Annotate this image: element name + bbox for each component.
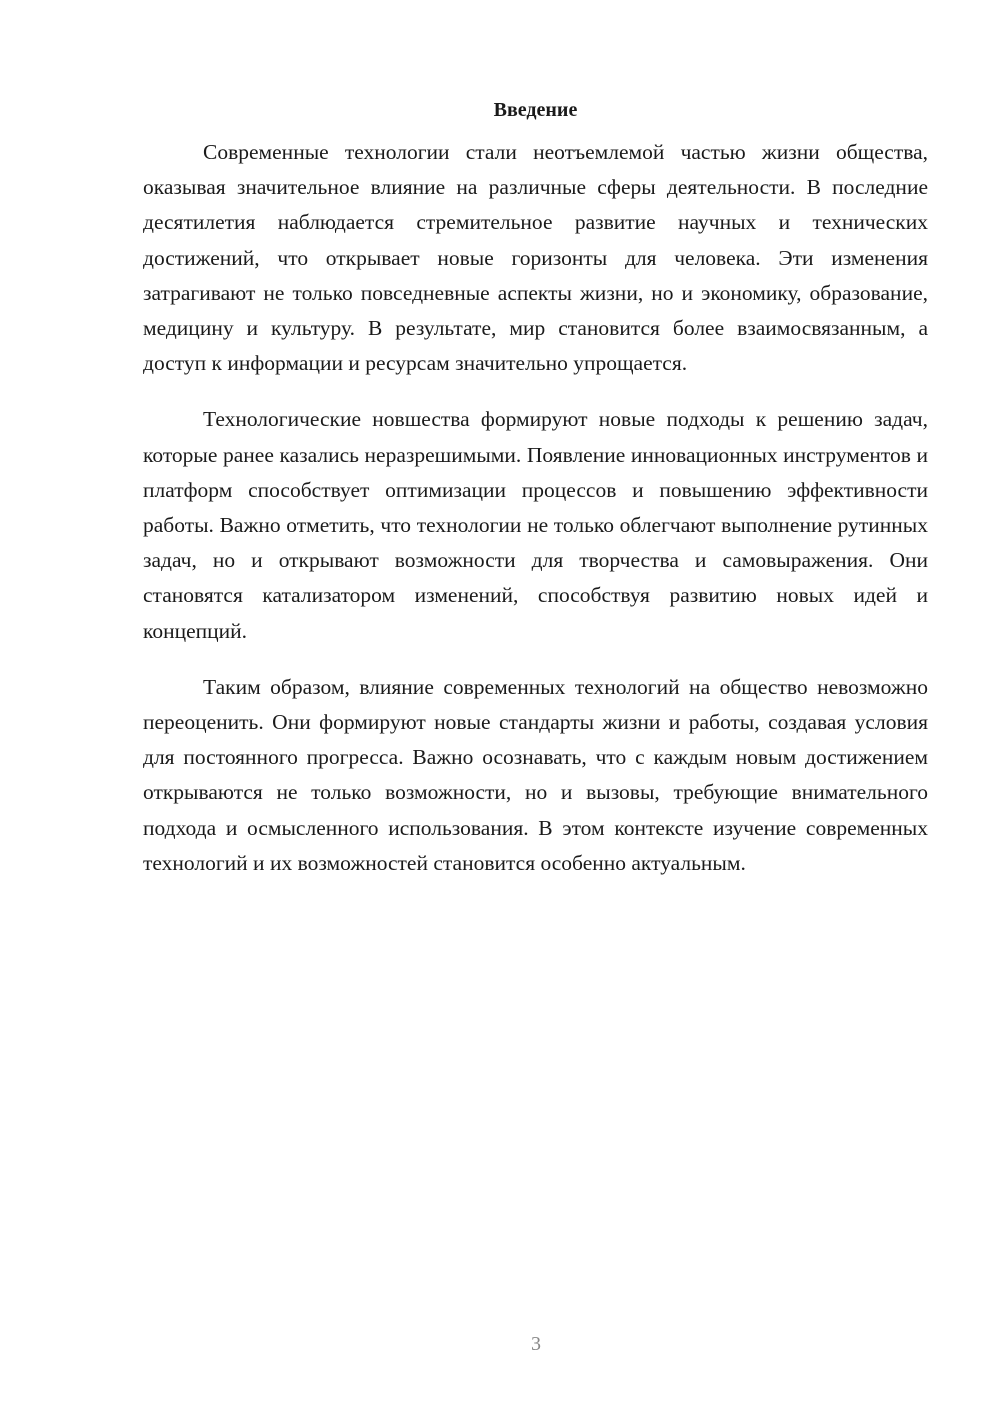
section-heading: Введение (493, 99, 578, 121)
page-content (143, 93, 928, 902)
page-number: 3 (531, 1333, 541, 1355)
paragraph-2: Технологические новшества формируют новые подходы к решению задач, которые ранее казались неразрешимыми. Появление инновационных инструментов и платформ способствует оптимизации процессов и повышению эффективности работы. Важно отметить, что технологии не только облегчают выполнение рутинных задач, но и открывают возможности для творчества и самовыражения. Они становятся катализатором изменений, способствуя развитию новых идей и концепций. (143, 407, 928, 643)
paragraph-1: Современные технологии стали неотъемлемой частью жизни общества, оказывая значительное влияние на различные сферы деятельности. В последние десятилетия наблюдается стремительное развитие научных и технических достижений, что открывает новые горизонты для человека. Эти изменения затрагивают не только повседневные аспекты жизни, но и экономику, образование, медицину и культуру. В результате, мир становится более взаимосвязанным, а доступ к информации и ресурсам значительно упрощается. (143, 140, 928, 376)
paragraph-3: Таким образом, влияние современных технологий на общество невозможно переоценить. Они формируют новые стандарты жизни и работы, создавая условия для постоянного прогресса. Важно осознавать, что с каждым новым достижением открываются не только возможности, но и вызовы, требующие внимательного подхода и осмысленного использования. В этом контексте изучение современных технологий и их возможностей становится особенно актуальным. (143, 674, 928, 875)
